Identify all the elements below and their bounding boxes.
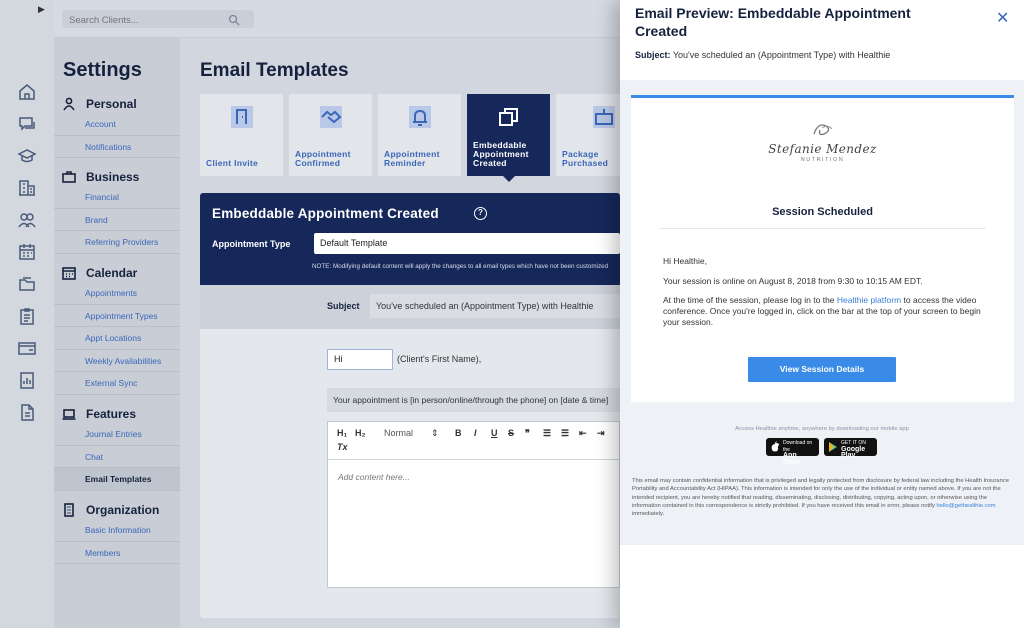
heading1-button[interactable]: H₁ [337, 428, 348, 438]
settings-title: Settings [63, 59, 142, 81]
bullet-list-icon[interactable]: ☰ [561, 428, 570, 438]
sidebar-item-journal-entries[interactable]: Journal Entries [54, 423, 180, 446]
ordered-list-icon[interactable]: ☰ [543, 428, 552, 438]
users-icon[interactable] [17, 210, 37, 230]
view-session-details-button[interactable]: View Session Details [748, 357, 896, 382]
instructions-text-a: At the time of the session, please log in to the [663, 295, 835, 305]
email-preview-modal [620, 0, 1024, 628]
email-card [631, 95, 1014, 402]
disclaimer-end: immediately. [632, 511, 665, 518]
section-label: Organization [86, 503, 160, 517]
template-card-appointment-reminder[interactable] [378, 94, 461, 176]
card-label: Appointment [295, 149, 351, 159]
section-label: Personal [86, 97, 137, 111]
greeting-input[interactable]: Hi [327, 349, 393, 370]
template-card-appointment-confirmed[interactable] [289, 94, 372, 176]
modal-subject [635, 50, 890, 60]
section-label: Features [86, 407, 137, 421]
sidebar-item-chat[interactable]: Chat [54, 446, 180, 469]
sidebar-item-appt-locations[interactable]: Appt Locations [54, 327, 180, 350]
logo-name: Stefanie Mendez [768, 142, 877, 156]
card-label: Client Invite [206, 158, 259, 168]
modal-subject-value: You've scheduled an (Appointment Type) with Healthie [672, 50, 891, 60]
calendar-icon[interactable] [17, 242, 37, 262]
chat-icon[interactable] [17, 114, 37, 134]
appointment-type-label: Appointment Type [212, 239, 291, 249]
sidebar-item-email-templates[interactable]: Email Templates [54, 468, 180, 491]
sidebar-item-basic-information[interactable]: Basic Information [54, 519, 180, 542]
graduation-cap-icon[interactable] [17, 146, 37, 166]
person-icon [62, 97, 76, 111]
organization-icon [62, 503, 76, 517]
package-icon [590, 103, 618, 131]
template-card-package-purchased[interactable] [556, 94, 620, 176]
template-editor-panel [200, 193, 620, 618]
appointment-line: Your appointment is [in person/online/through the phone] on [date & time] [327, 388, 620, 412]
quote-button[interactable]: ❞ [525, 428, 530, 438]
section-label: Calendar [86, 266, 138, 280]
italic-button[interactable]: I [474, 428, 477, 438]
section-personal [54, 95, 180, 158]
credit-card-icon[interactable] [17, 338, 37, 358]
subject-label: Subject [327, 301, 360, 311]
google-play-small: GET IT ON [841, 440, 866, 446]
subject-input[interactable]: You've scheduled an (Appointment Type) with Healthie [370, 294, 620, 318]
sidebar-item-appointments[interactable]: Appointments [54, 282, 180, 305]
panel-title: Embeddable Appointment Created [212, 206, 439, 221]
instructions-text-b: to access the video conference. Once you're logged in, click on the bar at the top of your screen to begin your session. [663, 295, 981, 327]
bold-button[interactable]: B [455, 428, 462, 438]
outdent-icon[interactable]: ⇤ [579, 428, 587, 438]
format-select[interactable]: Normal [384, 428, 414, 438]
logo-swirl-icon [808, 120, 838, 140]
clear-format-button[interactable]: Tx [337, 442, 348, 452]
editor-placeholder: Add content here... [338, 472, 410, 482]
laptop-icon [62, 407, 76, 421]
sidebar-item-members[interactable]: Members [54, 542, 180, 565]
briefcase-icon [62, 170, 76, 184]
sidebar-item-appointment-types[interactable]: Appointment Types [54, 305, 180, 328]
logo-subtitle: NUTRITION [800, 157, 845, 163]
editor-toolbar [328, 422, 619, 460]
email-session-time: Your session is online on August 8, 2018 from 9:30 to 10:15 AM EDT. [663, 276, 923, 286]
card-label: Purchased [562, 158, 609, 168]
indent-icon[interactable]: ⇥ [597, 428, 605, 438]
rich-text-editor[interactable] [327, 421, 620, 588]
appointment-type-select[interactable]: Default Template [314, 233, 620, 254]
strike-button[interactable]: S [508, 428, 515, 438]
close-icon[interactable]: ✕ [996, 10, 1010, 27]
folder-icon[interactable] [17, 274, 37, 294]
email-title: Session Scheduled [772, 206, 873, 218]
calendar-icon [62, 266, 76, 280]
google-play-badge[interactable] [824, 438, 877, 459]
subject-row [200, 285, 620, 329]
home-icon[interactable] [17, 82, 37, 102]
disclaimer-text: This email may contain confidential information that is privileged and legally protected from disclosure by federal law including the Health Insurance Portability and Accountability Act (HIPAA). This information is intended for only the use of the individual or entity named above. If you are not the intended recipient, you are hereby notified that reading, disseminating, disclosing, distributing, copying, acting upon, or otherwise using the information contained in this correspondence is strictly prohibited. If you have received this email in error, please notify [632, 478, 1009, 509]
support-email-link[interactable]: hello@gethealthie.com [936, 502, 996, 509]
building-icon[interactable] [17, 178, 37, 198]
document-icon[interactable] [17, 402, 37, 422]
sidebar-item-notifications[interactable]: Notifications [54, 136, 180, 159]
hipaa-disclaimer [632, 477, 1012, 518]
app-store-badge[interactable] [766, 438, 819, 466]
sidebar-item-account[interactable]: Account [54, 113, 180, 136]
chevron-updown-icon[interactable]: ⇕ [431, 428, 439, 438]
clipboard-icon[interactable] [17, 306, 37, 326]
search-icon[interactable] [228, 13, 240, 25]
card-label: Appointment [473, 149, 529, 159]
icon-rail [0, 0, 54, 628]
card-label: Embeddable [473, 140, 527, 150]
windows-icon [495, 103, 523, 131]
card-label: Created [473, 158, 507, 168]
search-bar [62, 10, 254, 28]
expand-caret-icon[interactable]: ▶ [38, 4, 45, 14]
underline-button[interactable]: U [491, 428, 498, 438]
app-download-text: Access Healthie anytime, anywhere by downloading our mobile app [735, 426, 909, 432]
handshake-icon [317, 103, 345, 131]
section-organization [54, 501, 180, 564]
apple-icon [770, 441, 780, 453]
template-card-client-invite[interactable] [200, 94, 283, 176]
panel-header [200, 193, 620, 285]
card-label: Reminder [384, 158, 426, 168]
brand-logo [631, 120, 1014, 163]
divider [659, 228, 986, 229]
sidebar-item-financial[interactable]: Financial [54, 186, 180, 209]
page-title: Email Templates [200, 60, 349, 81]
modal-subject-label: Subject: [635, 50, 671, 60]
section-label: Business [86, 170, 140, 184]
report-icon[interactable] [17, 370, 37, 390]
template-card-embeddable-appointment-created[interactable] [467, 94, 550, 176]
play-icon [828, 441, 838, 453]
sidebar-item-brand[interactable]: Brand [54, 209, 180, 232]
modal-title: Email Preview: Embeddable Appointment Created [635, 5, 911, 39]
google-play-label: Google Play [841, 445, 866, 459]
sidebar-item-weekly-availabilities[interactable]: Weekly Availabilities [54, 350, 180, 373]
settings-sidebar [54, 38, 180, 628]
card-label: Confirmed [295, 158, 341, 168]
app-store-small: Download on the [783, 440, 813, 453]
section-calendar [54, 264, 180, 395]
greeting-placeholder: (Client's First Name), [397, 354, 482, 364]
heading2-button[interactable]: H₂ [355, 428, 366, 438]
section-features [54, 405, 180, 491]
door-icon [228, 103, 256, 131]
card-label: Appointment [384, 149, 440, 159]
main-content [180, 38, 620, 628]
section-business [54, 168, 180, 254]
note-text: NOTE: Modifying default content will apply the changes to all email types which have not been customized [312, 263, 609, 270]
app-store-label: App Store [783, 452, 801, 466]
email-preview-area [620, 80, 1024, 545]
email-greeting: Hi Healthie, [663, 256, 707, 266]
sidebar-item-referring-providers[interactable]: Referring Providers [54, 231, 180, 254]
healthie-platform-link[interactable]: Healthie platform [836, 295, 902, 305]
sidebar-item-external-sync[interactable]: External Sync [54, 372, 180, 395]
email-instructions [663, 295, 983, 328]
help-icon[interactable]: ? [474, 207, 487, 220]
bell-icon [406, 103, 434, 131]
card-label: Package [562, 149, 599, 159]
search-input[interactable] [62, 12, 222, 30]
